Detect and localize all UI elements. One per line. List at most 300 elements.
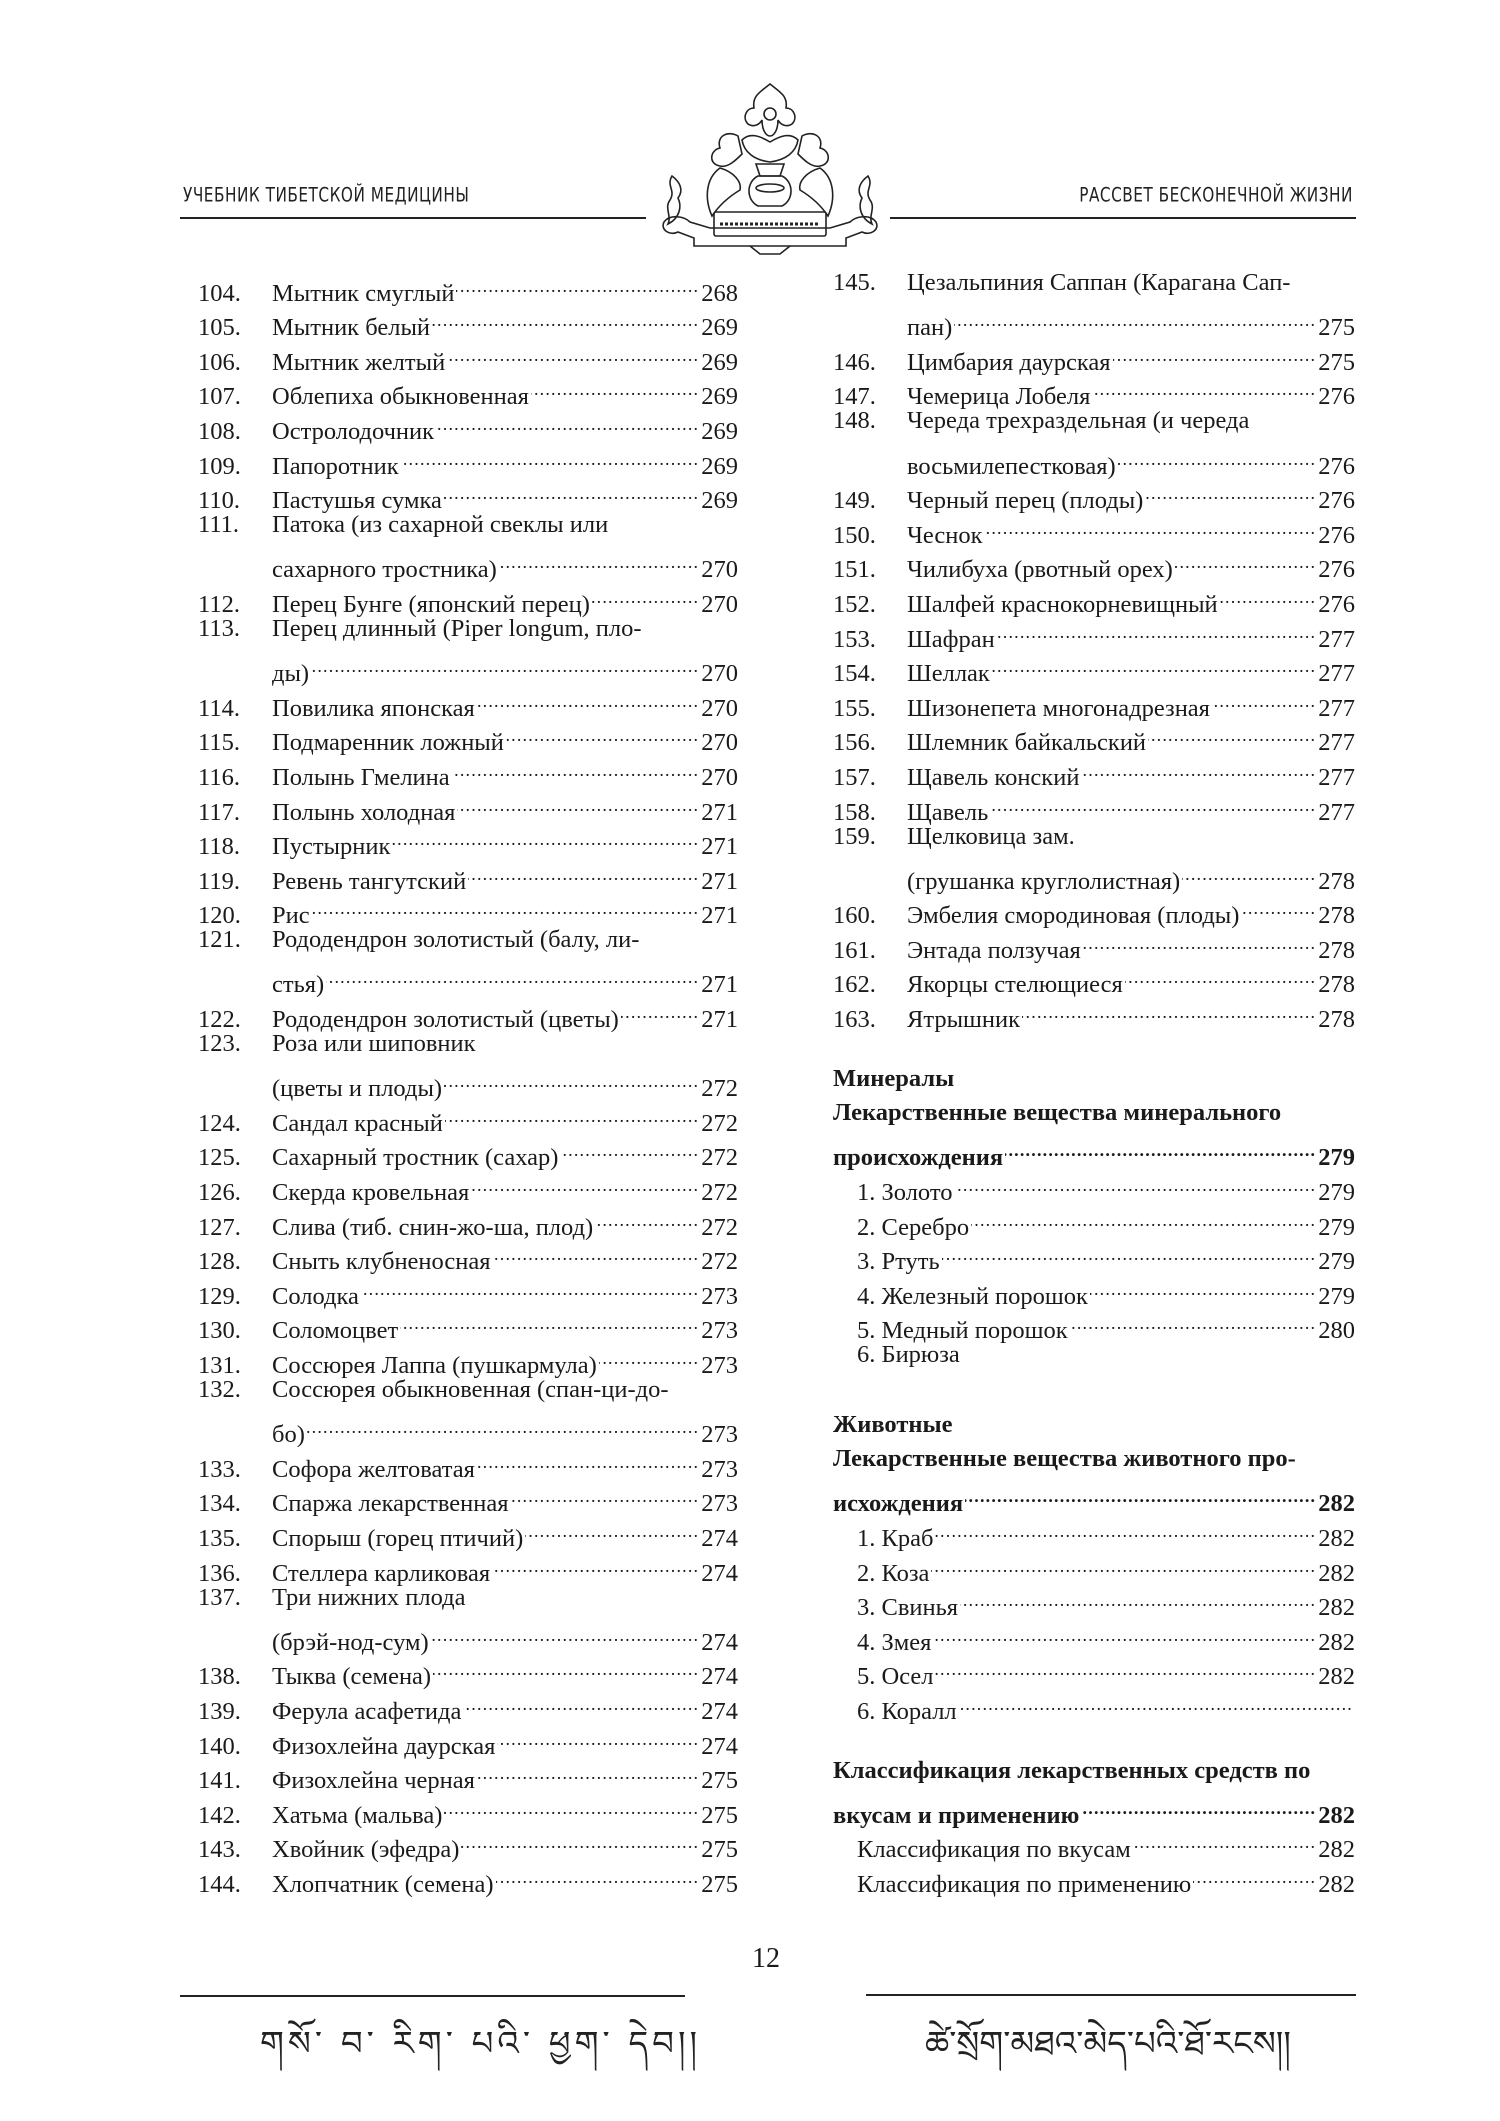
entry-title: Шеллак — [907, 660, 990, 688]
entry-page: 268 — [701, 279, 738, 307]
entry-number: 109. — [198, 452, 241, 480]
entry-page: 270 — [701, 729, 738, 757]
entry-number: 129. — [198, 1282, 241, 1310]
entry-number: 135. — [198, 1524, 241, 1552]
dot-leader — [456, 266, 699, 301]
entry-number: 131. — [198, 1352, 241, 1379]
entry-title: бо) — [272, 1421, 305, 1449]
entry-number: 120. — [198, 902, 241, 930]
dot-leader — [1175, 543, 1316, 578]
entry-page: 273 — [701, 1490, 738, 1518]
entry-title: Роза или шиповник — [272, 1030, 476, 1058]
entry-number: 118. — [198, 833, 240, 861]
entry-page: 271 — [701, 1006, 738, 1034]
entry-title: Физохлейна черная — [272, 1767, 475, 1795]
dot-leader — [942, 1235, 1317, 1270]
entry-number: 140. — [198, 1732, 241, 1760]
entry-title: Эмбелия смородиновая (плоды) — [907, 902, 1240, 930]
section-title-row[interactable] — [833, 1131, 1355, 1172]
entry-number: 151. — [833, 556, 876, 584]
section-title-row[interactable] — [833, 1442, 1355, 1477]
toc-entry-row[interactable] — [833, 439, 1355, 480]
dot-leader — [621, 992, 699, 1027]
dot-leader — [477, 1442, 699, 1477]
dot-leader — [447, 335, 699, 370]
dot-leader — [1182, 854, 1316, 889]
dot-leader — [445, 1096, 699, 1131]
entry-number: 107. — [198, 383, 241, 411]
dot-leader — [1081, 750, 1316, 785]
header-rule-left — [180, 217, 646, 219]
dot-leader — [497, 1719, 699, 1754]
entry-number: 124. — [198, 1109, 241, 1137]
entry-number: 105. — [198, 314, 241, 342]
entry-title: Рис — [272, 902, 310, 930]
dot-leader — [959, 1684, 1353, 1719]
entry-page: 278 — [1318, 936, 1355, 964]
entry-title: ды) — [272, 660, 310, 688]
dot-leader — [511, 1477, 700, 1512]
entry-page: 271 — [701, 833, 738, 861]
toc-entry-row[interactable] — [198, 543, 738, 584]
dot-leader — [436, 404, 699, 439]
entry-number: 127. — [198, 1213, 241, 1241]
entry-page: 269 — [701, 452, 738, 480]
entry-number: 144. — [198, 1870, 241, 1898]
entry-page: 274 — [701, 1559, 738, 1587]
dot-leader — [935, 1511, 1316, 1546]
dot-leader — [1070, 1304, 1317, 1339]
dot-leader — [493, 1235, 700, 1270]
entry-title: Цезальпиния Саппан (Карагана Сап- — [907, 269, 1291, 296]
entry-title: Чемерица Лобеля — [907, 383, 1091, 411]
dot-leader — [311, 647, 699, 682]
entry-number: 112. — [198, 590, 240, 618]
section-item-page: 282 — [1318, 1594, 1355, 1622]
entry-number: 136. — [198, 1559, 241, 1587]
entry-number: 138. — [198, 1663, 241, 1691]
entry-page: 277 — [1318, 763, 1355, 791]
dot-leader — [1118, 439, 1317, 474]
entry-number: 156. — [833, 729, 876, 757]
dot-leader — [599, 1338, 699, 1373]
dot-leader — [1090, 1269, 1316, 1304]
entry-title: Чеснок — [907, 521, 983, 549]
entry-number: 157. — [833, 763, 876, 791]
entry-title: Перец длинный (Piper longum, пло- — [272, 614, 642, 642]
section-title: исхождения — [833, 1490, 964, 1518]
entry-page: 275 — [701, 1836, 738, 1864]
section-title-row[interactable] — [833, 1788, 1355, 1829]
entry-title: Патока (из сахарной свеклы или — [272, 511, 609, 539]
entry-page: 275 — [701, 1767, 738, 1795]
dot-leader — [1081, 1788, 1316, 1823]
dot-leader — [326, 958, 699, 993]
dot-leader — [971, 1200, 1316, 1235]
dot-leader — [1125, 958, 1316, 993]
entry-page: 275 — [701, 1801, 738, 1829]
entry-title: Чилибуха (рвотный орех) — [907, 556, 1173, 584]
entry-page: 274 — [701, 1732, 738, 1760]
entry-page: 270 — [701, 763, 738, 791]
entry-title: Стеллера карликовая — [272, 1559, 491, 1587]
entry-title: Соссюрея Лаппа (пушкармула) — [272, 1352, 597, 1379]
dot-leader — [444, 1788, 699, 1823]
entry-page: 269 — [701, 314, 738, 342]
entry-title: Мытник желтый — [272, 348, 446, 376]
toc-entry-row[interactable] — [198, 1373, 738, 1408]
entry-number: 158. — [833, 798, 876, 826]
section-item-page: 282 — [1318, 1663, 1355, 1691]
dot-leader — [954, 301, 1316, 336]
entry-number: 163. — [833, 1006, 876, 1034]
entry-number: 125. — [198, 1144, 241, 1172]
dot-leader — [307, 1408, 699, 1443]
dot-leader — [401, 439, 700, 474]
entry-title: Хатьма (мальва) — [272, 1801, 443, 1829]
entry-title: Физохлейна даурская — [272, 1732, 496, 1760]
entry-title: Три нижних плода — [272, 1583, 466, 1611]
entry-title: Сныть клубненосная — [272, 1248, 491, 1276]
section-page: 279 — [1318, 1144, 1355, 1172]
section-item-label: Классификация по вкусам — [857, 1836, 1131, 1864]
section-item-page: 279 — [1318, 1248, 1355, 1276]
entry-number: 145. — [833, 269, 876, 296]
entry-page: 273 — [701, 1317, 738, 1345]
footer-rule-right — [866, 1994, 1356, 1996]
section-title: вкусам и применению — [833, 1801, 1080, 1829]
entry-title: (брэй-нод-сум) — [272, 1628, 429, 1656]
entry-page: 276 — [1318, 521, 1355, 549]
dot-leader — [477, 1754, 699, 1789]
entry-title: Перец Бунге (японский перец) — [272, 590, 590, 618]
section-title-row[interactable] — [833, 1477, 1355, 1518]
entry-page: 272 — [701, 1179, 738, 1207]
toc-entry-row[interactable] — [198, 647, 738, 688]
entry-title: Полынь Гмелина — [272, 763, 450, 791]
entry-number: 122. — [198, 1006, 241, 1034]
toc-entry-row[interactable] — [833, 266, 1355, 301]
section-item-label: 1. Золото — [857, 1179, 953, 1207]
dot-leader — [477, 681, 699, 716]
section-item-label: 1. Краб — [857, 1524, 934, 1552]
entry-title: Скерда кровельная — [272, 1179, 470, 1207]
entry-number: 162. — [833, 971, 876, 999]
dot-leader — [431, 1615, 700, 1650]
entry-title: Хлопчатник (семена) — [272, 1870, 494, 1898]
entry-title: Ятрышник — [907, 1006, 1021, 1034]
entry-number: 106. — [198, 348, 241, 376]
entry-page: 274 — [701, 1663, 738, 1691]
dot-leader — [992, 647, 1316, 682]
dot-leader — [496, 1857, 700, 1892]
dot-leader — [499, 543, 699, 578]
entry-number: 142. — [198, 1801, 241, 1829]
section-item-page: 282 — [1318, 1524, 1355, 1552]
section-item-page: 279 — [1318, 1282, 1355, 1310]
entry-page: 276 — [1318, 383, 1355, 411]
entry-title: Шлемник байкальский — [907, 729, 1147, 757]
dot-leader — [457, 785, 699, 820]
entry-page: 269 — [701, 487, 738, 515]
entry-title: Шалфей краснокорневищный — [907, 590, 1218, 618]
entry-number: 132. — [198, 1376, 241, 1403]
entry-title: Соссюрея обыкновенная (спан-ци-до- — [272, 1376, 669, 1403]
entry-number: 137. — [198, 1583, 241, 1611]
section-item-row[interactable] — [833, 1338, 1355, 1373]
dot-leader — [1005, 1131, 1316, 1166]
entry-title: Щелковица зам. — [907, 822, 1075, 850]
page-number: 12 — [752, 1943, 780, 1974]
entry-title: (цветы и плоды) — [272, 1075, 443, 1103]
toc-entry-row[interactable] — [833, 404, 1355, 439]
dot-leader — [1092, 370, 1316, 405]
entry-title: Остролодочник — [272, 417, 435, 445]
section-title-row[interactable] — [833, 1096, 1355, 1131]
entry-title: Папоротник — [272, 452, 399, 480]
entry-number: 126. — [198, 1179, 241, 1207]
entry-page: 274 — [701, 1697, 738, 1725]
entry-number: 139. — [198, 1697, 241, 1725]
section-item-page: 282 — [1318, 1836, 1355, 1864]
section-title-row[interactable] — [833, 1754, 1355, 1789]
dot-leader — [1113, 335, 1317, 370]
dot-leader — [433, 1650, 699, 1685]
dot-leader — [955, 1165, 1317, 1200]
dot-leader — [1133, 1823, 1317, 1858]
entry-title: Энтада ползучая — [907, 936, 1081, 964]
section-page: 282 — [1318, 1801, 1355, 1829]
entry-page: 278 — [1318, 902, 1355, 930]
entry-title: Софора желтоватая — [272, 1455, 475, 1483]
entry-number: 154. — [833, 660, 876, 688]
section-item-label: 2. Серебро — [857, 1213, 970, 1241]
dot-leader — [361, 1269, 699, 1304]
dot-leader — [595, 1200, 699, 1235]
section-item-label: 5. Осел — [857, 1663, 934, 1691]
toc-entry-row[interactable] — [833, 854, 1355, 895]
dot-leader — [935, 1650, 1316, 1685]
entry-number: 143. — [198, 1836, 241, 1864]
dot-leader — [960, 1581, 1316, 1616]
dot-leader — [312, 889, 700, 924]
entry-number: 108. — [198, 417, 241, 445]
entry-page: 277 — [1318, 660, 1355, 688]
toc-entry-row[interactable] — [198, 266, 738, 307]
entry-page: 277 — [1318, 798, 1355, 826]
tibetan-crest-icon — [650, 78, 890, 258]
entry-number: 117. — [198, 798, 240, 826]
entry-page: 278 — [1318, 1006, 1355, 1034]
entry-number: 160. — [833, 902, 876, 930]
section-item-page: 280 — [1318, 1317, 1355, 1345]
dot-leader — [392, 820, 699, 855]
entry-page: 272 — [701, 1213, 738, 1241]
toc-entry-row[interactable] — [198, 1027, 738, 1062]
entry-page: 271 — [701, 971, 738, 999]
entry-number: 128. — [198, 1248, 241, 1276]
toc-entry-row[interactable] — [198, 1408, 738, 1449]
entry-page: 270 — [701, 660, 738, 688]
entry-title: Солодка — [272, 1282, 359, 1310]
entry-title: Черный перец (плоды) — [907, 487, 1144, 515]
dot-leader — [444, 474, 699, 509]
entry-title: восьмилепестковая) — [907, 452, 1116, 480]
toc-entry-row[interactable] — [198, 958, 738, 999]
entry-title: Подмаренник ложный — [272, 729, 504, 757]
entry-number: 115. — [198, 729, 240, 757]
dot-leader — [990, 785, 1316, 820]
entry-page: 270 — [701, 590, 738, 618]
entry-page: 270 — [701, 694, 738, 722]
entry-title: Ферула асафетида — [272, 1697, 462, 1725]
entry-page: 274 — [701, 1628, 738, 1656]
entry-title: Слива (тиб. снин-жо-ша, плод) — [272, 1213, 594, 1241]
entry-title: Хвойник (эфедра) — [272, 1836, 460, 1864]
entry-page: 272 — [701, 1248, 738, 1276]
entry-title: Соломоцвет — [272, 1317, 399, 1345]
dot-leader — [463, 1684, 699, 1719]
entry-number: 150. — [833, 521, 876, 549]
dot-leader — [492, 1546, 699, 1581]
entry-number: 133. — [198, 1455, 241, 1483]
entry-page: 276 — [1318, 556, 1355, 584]
entry-number: 110. — [198, 487, 240, 515]
dot-leader — [471, 1165, 699, 1200]
section-item-label: 6. Бирюза — [857, 1341, 960, 1369]
entry-page: 273 — [701, 1352, 738, 1379]
entry-page: 276 — [1318, 487, 1355, 515]
entry-page: 271 — [701, 798, 738, 826]
entry-page: 271 — [701, 902, 738, 930]
entry-number: 148. — [833, 407, 876, 435]
entry-title: Спаржа лекарственная — [272, 1490, 509, 1518]
entry-title: Спорыш (горец птичий) — [272, 1524, 524, 1552]
dot-leader — [1083, 923, 1316, 958]
entry-page: 277 — [1318, 625, 1355, 653]
entry-title: стья) — [272, 971, 325, 999]
section-item-label: 2. Коза — [857, 1559, 930, 1587]
section-item-page: 279 — [1318, 1179, 1355, 1207]
entry-title: Рододендрон золотистый (балу, ли- — [272, 926, 640, 954]
dot-leader — [461, 1823, 699, 1858]
entry-title: Рододендрон золотистый (цветы) — [272, 1006, 619, 1034]
dot-leader — [468, 854, 699, 889]
entry-number: 111. — [198, 511, 240, 539]
entry-title: сахарного тростника) — [272, 556, 497, 584]
dot-leader — [560, 1131, 699, 1166]
entry-title: Мытник белый — [272, 314, 431, 342]
running-header-left: УЧЕБНИК ТИБЕТСКОЙ МЕДИЦИНЫ — [183, 184, 470, 207]
section-item-label: 4. Железный порошок — [857, 1282, 1088, 1310]
section-item-label: 3. Ртуть — [857, 1248, 940, 1276]
section-title: происхождения — [833, 1144, 1004, 1172]
entry-title: Щавель — [907, 798, 989, 826]
section-item-label: 5. Медный порошок — [857, 1317, 1068, 1345]
dot-leader — [1193, 1857, 1316, 1892]
toc-column-left — [198, 266, 738, 1898]
dot-leader — [1148, 716, 1316, 751]
dot-leader — [444, 1062, 699, 1097]
entry-page: 269 — [701, 383, 738, 411]
entry-number: 155. — [833, 694, 876, 722]
dot-leader — [965, 1477, 1316, 1512]
toc-entry-row[interactable] — [833, 301, 1355, 342]
toc-entry-row[interactable] — [198, 612, 738, 647]
entry-title: Повилика японская — [272, 694, 475, 722]
toc-entry-row[interactable] — [198, 508, 738, 543]
section-item-page: 279 — [1318, 1213, 1355, 1241]
section-item-label: 3. Свинья — [857, 1594, 959, 1622]
entry-title: Шафран — [907, 625, 995, 653]
dot-leader — [400, 1304, 699, 1339]
entry-number: 159. — [833, 822, 876, 850]
dot-leader — [432, 301, 699, 336]
dot-leader — [592, 577, 699, 612]
dot-leader — [1022, 992, 1316, 1027]
dot-leader — [506, 716, 699, 751]
entry-number: 119. — [198, 867, 240, 895]
entry-title: Облепиха обыкновенная — [272, 383, 529, 411]
running-header-right: РАССВЕТ БЕСКОНЕЧНОЙ ЖИЗНИ — [1079, 184, 1353, 207]
entry-number: 152. — [833, 590, 876, 618]
toc-entry-row[interactable] — [198, 923, 738, 958]
entry-number: 147. — [833, 383, 876, 411]
dot-leader — [985, 508, 1317, 543]
entry-title: (грушанка круглолистная) — [907, 867, 1181, 895]
entry-page: 269 — [701, 348, 738, 376]
entry-page: 275 — [701, 1870, 738, 1898]
toc-entry-row[interactable] — [833, 820, 1355, 855]
entry-title: Якорцы стелющиеся — [907, 971, 1123, 999]
entry-number: 149. — [833, 487, 876, 515]
dot-leader — [931, 1546, 1316, 1581]
entry-number: 114. — [198, 694, 240, 722]
entry-number: 121. — [198, 926, 241, 954]
entry-number: 123. — [198, 1030, 241, 1058]
entry-page: 272 — [701, 1144, 738, 1172]
entry-page: 278 — [1318, 867, 1355, 895]
entry-page: 276 — [1318, 452, 1355, 480]
dot-leader — [933, 1615, 1316, 1650]
dot-leader — [1241, 889, 1316, 924]
entry-page: 278 — [1318, 971, 1355, 999]
entry-page: 275 — [1318, 348, 1355, 376]
entry-title: Мытник смуглый — [272, 279, 455, 307]
entry-title: Пастушья сумка — [272, 487, 442, 515]
entry-page: 273 — [701, 1421, 738, 1449]
entry-title: пан) — [907, 314, 953, 342]
entry-title: Ревень тангутский — [272, 867, 467, 895]
entry-number: 153. — [833, 625, 876, 653]
entry-title: Сахарный тростник (сахар) — [272, 1144, 559, 1172]
toc-entry-row[interactable] — [198, 1062, 738, 1103]
section-item-page: 282 — [1318, 1628, 1355, 1656]
section-item-label: 4. Змея — [857, 1628, 932, 1656]
toc-entry-row[interactable] — [198, 1615, 738, 1656]
section-title: Лекарственные вещества минерального — [833, 1099, 1282, 1127]
entry-number: 130. — [198, 1317, 241, 1345]
footer-rule-left — [180, 1995, 685, 1997]
section-title: Классификация лекарственных средств по — [833, 1756, 1311, 1784]
entry-number: 116. — [198, 763, 240, 791]
dot-leader — [1220, 577, 1317, 612]
entry-page: 269 — [701, 417, 738, 445]
entry-number: 161. — [833, 936, 876, 964]
entry-page: 271 — [701, 867, 738, 895]
section-heading: Животные — [833, 1410, 953, 1438]
header-rule-right — [890, 217, 1356, 219]
